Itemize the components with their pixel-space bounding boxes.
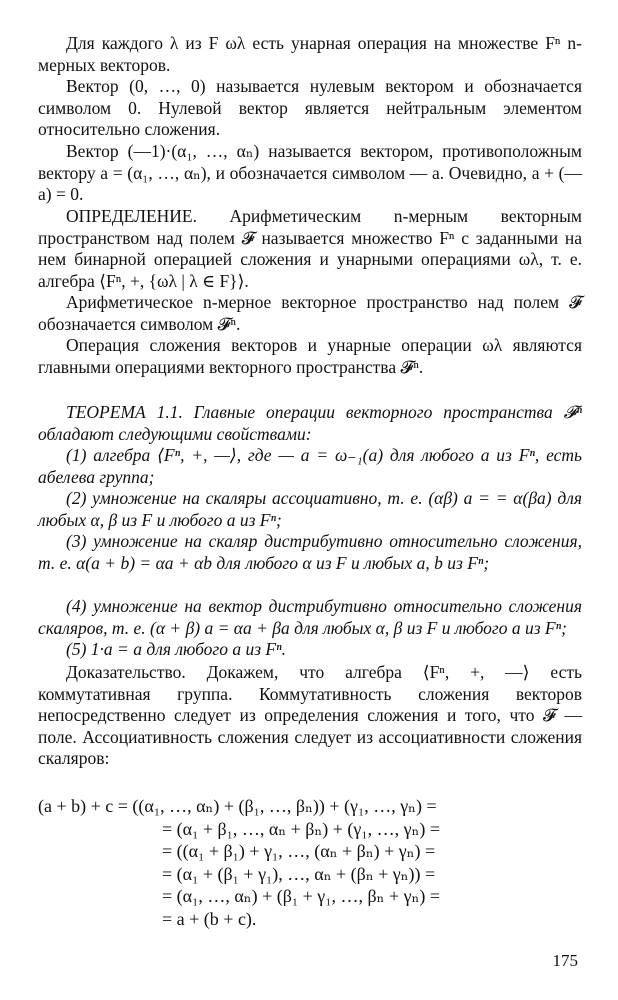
theorem-item-1: (1) алгебра ⟨Fⁿ, +, —⟩, где — a = ω₋₁(a) для любого a из Fⁿ, есть абелева группа; [38,445,582,487]
paragraph-opposite-vector: Вектор (—1)·(α₁, …, αₙ) называется вектором, противоположным вектору a = (α₁, …, αₙ), и обозначается символом — a. Очевидно, a + (— a) = 0. [38,141,582,205]
equation-block [38,795,598,931]
paragraph-main-operations: Операция сложения векторов и унарные операции ωλ являются главными операциями векторного пространства 𝓕ⁿ. [38,335,582,377]
theorem-item-3: (3) умножение на скаляр дистрибутивно относительно сложения, т. е. α(a + b) = αa + αb для любого α из F и любых a, b из Fⁿ; [38,531,582,573]
paragraph-unary-operation: Для каждого λ из F ωλ есть унарная операция на множестве Fⁿ n-мерных векторов. [38,33,582,75]
theorem-item-2: (2) умножение на скаляры ассоциативно, т. е. (αβ) a = = α(βa) для любых α, β из F и любого a из Fⁿ; [38,488,582,530]
proof-paragraph: Доказательство. Докажем, что алгебра ⟨Fⁿ, +, —⟩ есть коммутативная группа. Коммутативность сложения векторов непосредственно следует из определения сложения и того, что 𝓕 — поле. Ассоциативность сложения следует из ассоциативности сложения скаляров: [38,662,582,769]
paragraph-zero-vector: Вектор (0, …, 0) называется нулевым вектором и обозначается символом 0. Нулевой вектор является нейтральным элементом относительно сложения. [38,76,582,140]
theorem-heading: ТЕОРЕМА 1.1. Главные операции векторного пространства 𝓕ⁿ обладают следующими свойствами: [38,402,582,444]
equation-line: = (α₁, …, αₙ) + (β₁ + γ₁, …, βₙ + γₙ) = [162,886,441,907]
theorem-item-5: (5) 1·a = a для любого a из Fⁿ. [66,639,286,659]
definition-vector-space: ОПРЕДЕЛЕНИЕ. Арифметическим n-мерным векторным пространством над полем 𝓕 называется множество Fⁿ с заданными на нем бинарной операцией сложения и унарными операциями ωλ, т. е. алгебра ⟨Fⁿ, +, {ωλ | λ ∈ F}⟩. [38,206,582,291]
page-number: 175 [552,951,578,970]
equation-line: = (α₁ + β₁, …, αₙ + βₙ) + (γ₁, …, γₙ) = [162,818,441,839]
equation-line: = (α₁ + (β₁ + γ₁), …, αₙ + (βₙ + γₙ)) = [162,863,436,884]
equation-line: = ((α₁ + β₁) + γ₁, …, (αₙ + βₙ) + γₙ) = [162,841,436,862]
paragraph-notation: Арифметическое n-мерное векторное пространство над полем 𝓕 обозначается символом 𝓕ⁿ. [38,292,582,334]
theorem-item-4: (4) умножение на вектор дистрибутивно относительно сложения скаляров, т. е. (α + β) a = αa + βa для любых α, β из F и любого a из Fⁿ; [38,596,582,638]
equation-line: (a + b) + c = ((α₁, …, αₙ) + (β₁, …, βₙ)) + (γ₁, …, γₙ) = [38,796,437,816]
equation-line: = a + (b + c). [162,908,257,929]
